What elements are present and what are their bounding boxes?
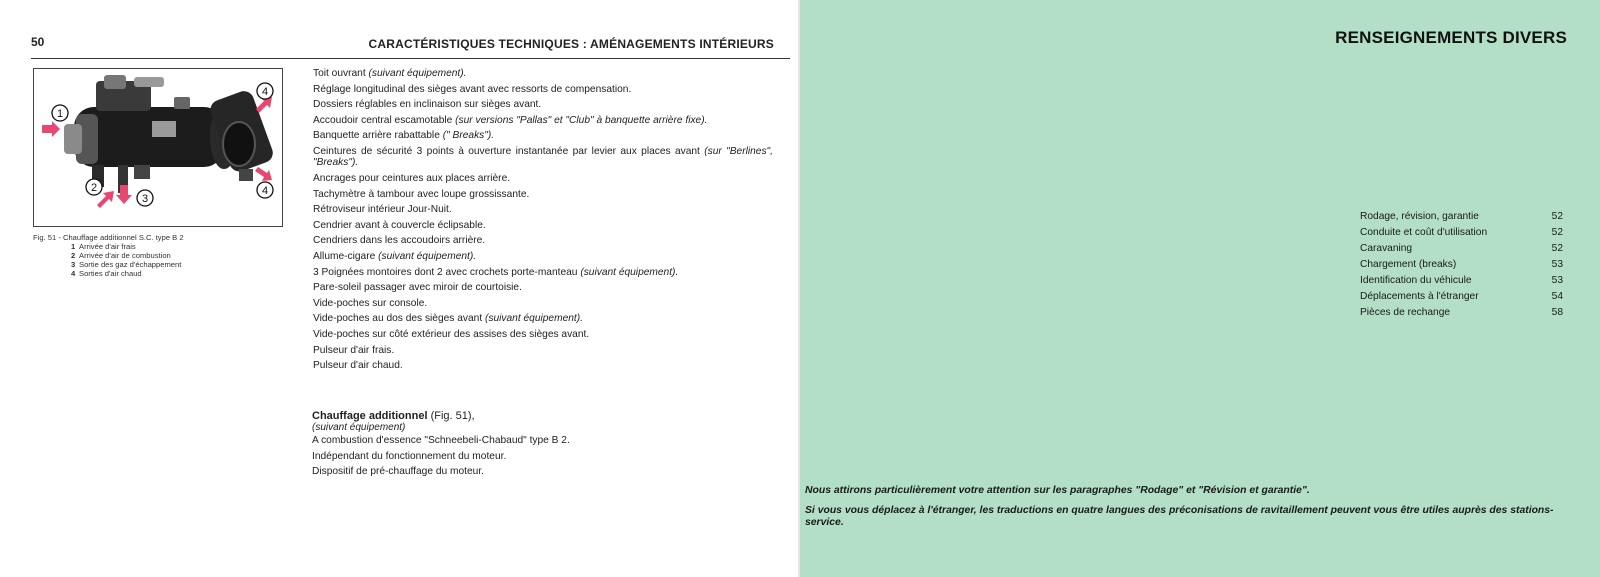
toc-item[interactable]: Pièces de rechange 58: [1360, 307, 1563, 318]
heater-heading: Chauffage additionnel (Fig. 51),: [312, 410, 475, 422]
arrow-right-icon: [42, 121, 60, 137]
callout-4-top: 4: [261, 86, 269, 98]
caption-item: 3 Sortie des gaz d'échappement: [71, 260, 182, 269]
callout-1: 1: [56, 108, 64, 120]
page-number: 50: [31, 35, 45, 49]
table-of-contents: [1360, 209, 1563, 321]
arrow-down-right-icon: [255, 167, 272, 181]
toc-item[interactable]: Chargement (breaks) 53: [1360, 259, 1563, 270]
list-item: Rétroviseur intérieur Jour-Nuit.: [313, 204, 452, 216]
toc-item[interactable]: Rodage, révision, garantie 52: [1360, 211, 1563, 222]
list-item: Ceintures de sécurité 3 points à ouverture instantanée par levier aux places avant (sur "Berlines", "Breaks").: [313, 145, 773, 168]
list-item: Banquette arrière rabattable (" Breaks").: [313, 130, 495, 142]
heater-illustration: [34, 69, 282, 226]
list-item: Vide-poches au dos des sièges avant (suivant équipement).: [313, 313, 583, 325]
figure-caption: [33, 233, 184, 278]
list-item: A combustion d'essence "Schneebeli-Chabaud" type B 2.: [312, 435, 570, 446]
toc-item[interactable]: Caravaning 52: [1360, 243, 1563, 254]
list-item: Allume-cigare (suivant équipement).: [313, 250, 477, 262]
list-item: Dispositif de pré-chauffage du moteur.: [312, 466, 484, 478]
toc-item[interactable]: Conduite et coût d'utilisation 52: [1360, 227, 1563, 238]
attention-note: Nous attirons particulièrement votre attention sur les paragraphes "Rodage" et "Révision et garantie".: [805, 485, 1310, 496]
list-item: Pare-soleil passager avec miroir de courtoisie.: [313, 282, 522, 294]
list-item: Dossiers réglables en inclinaison sur sièges avant.: [313, 99, 542, 111]
callout-4-bottom: 4: [261, 185, 269, 197]
callout-3: 3: [141, 193, 149, 205]
list-item: Vide-poches sur côté extérieur des assises des sièges avant.: [313, 328, 590, 340]
list-item: Indépendant du fonctionnement du moteur.: [312, 450, 507, 462]
equipment-list: [313, 66, 773, 374]
list-item: Pulseur d'air frais.: [313, 344, 395, 356]
additional-heater-section: [312, 410, 772, 480]
heater-subtitle: (suivant équipement): [312, 422, 406, 433]
list-item: Réglage longitudinal des sièges avant avec ressorts de compensation.: [313, 83, 632, 95]
callout-2: 2: [90, 182, 98, 194]
caption-item: 4 Sorties d'air chaud: [71, 269, 142, 278]
list-item: Tachymètre à tambour avec loupe grossissante.: [313, 188, 530, 200]
list-item: Cendrier avant à couvercle éclipsable.: [313, 219, 486, 231]
toc-item[interactable]: Déplacements à l'étranger 54: [1360, 291, 1563, 302]
caption-item: 1 Arrivée d'air frais: [71, 242, 136, 251]
heater-figure: [33, 68, 283, 227]
travel-note: Si vous vous déplacez à l'étranger, les traductions en quatre langues des préconisations de ravitaillement peuvent vous être utiles auprès des stations-service.: [805, 505, 1554, 528]
list-item: Vide-poches sur console.: [313, 297, 428, 309]
list-item: Accoudoir central escamotable (sur versions "Pallas" et "Club" à banquette arrière fixe).: [313, 114, 708, 126]
list-item: Toit ouvrant (suivant équipement).: [313, 68, 467, 79]
page-title: RENSEIGNEMENTS DIVERS: [1335, 28, 1567, 47]
caption-item: 2 Arrivée d'air de combustion: [71, 251, 171, 260]
list-item: Cendriers dans les accoudoirs arrière.: [313, 235, 486, 247]
caption-title: Fig. 51 - Chauffage additionnel S.C. type B 2: [33, 233, 184, 242]
section-header: CARACTÉRISTIQUES TECHNIQUES : AMÉNAGEMENTS INTÉRIEURS: [368, 37, 774, 51]
header-divider: [31, 58, 790, 59]
list-item: Pulseur d'air chaud.: [313, 360, 403, 372]
list-item: Ancrages pour ceintures aux places arrière.: [313, 172, 511, 184]
list-item: 3 Poignées montoires dont 2 avec crochets porte-manteau (suivant équipement).: [313, 266, 679, 278]
toc-item[interactable]: Identification du véhicule 53: [1360, 275, 1563, 286]
